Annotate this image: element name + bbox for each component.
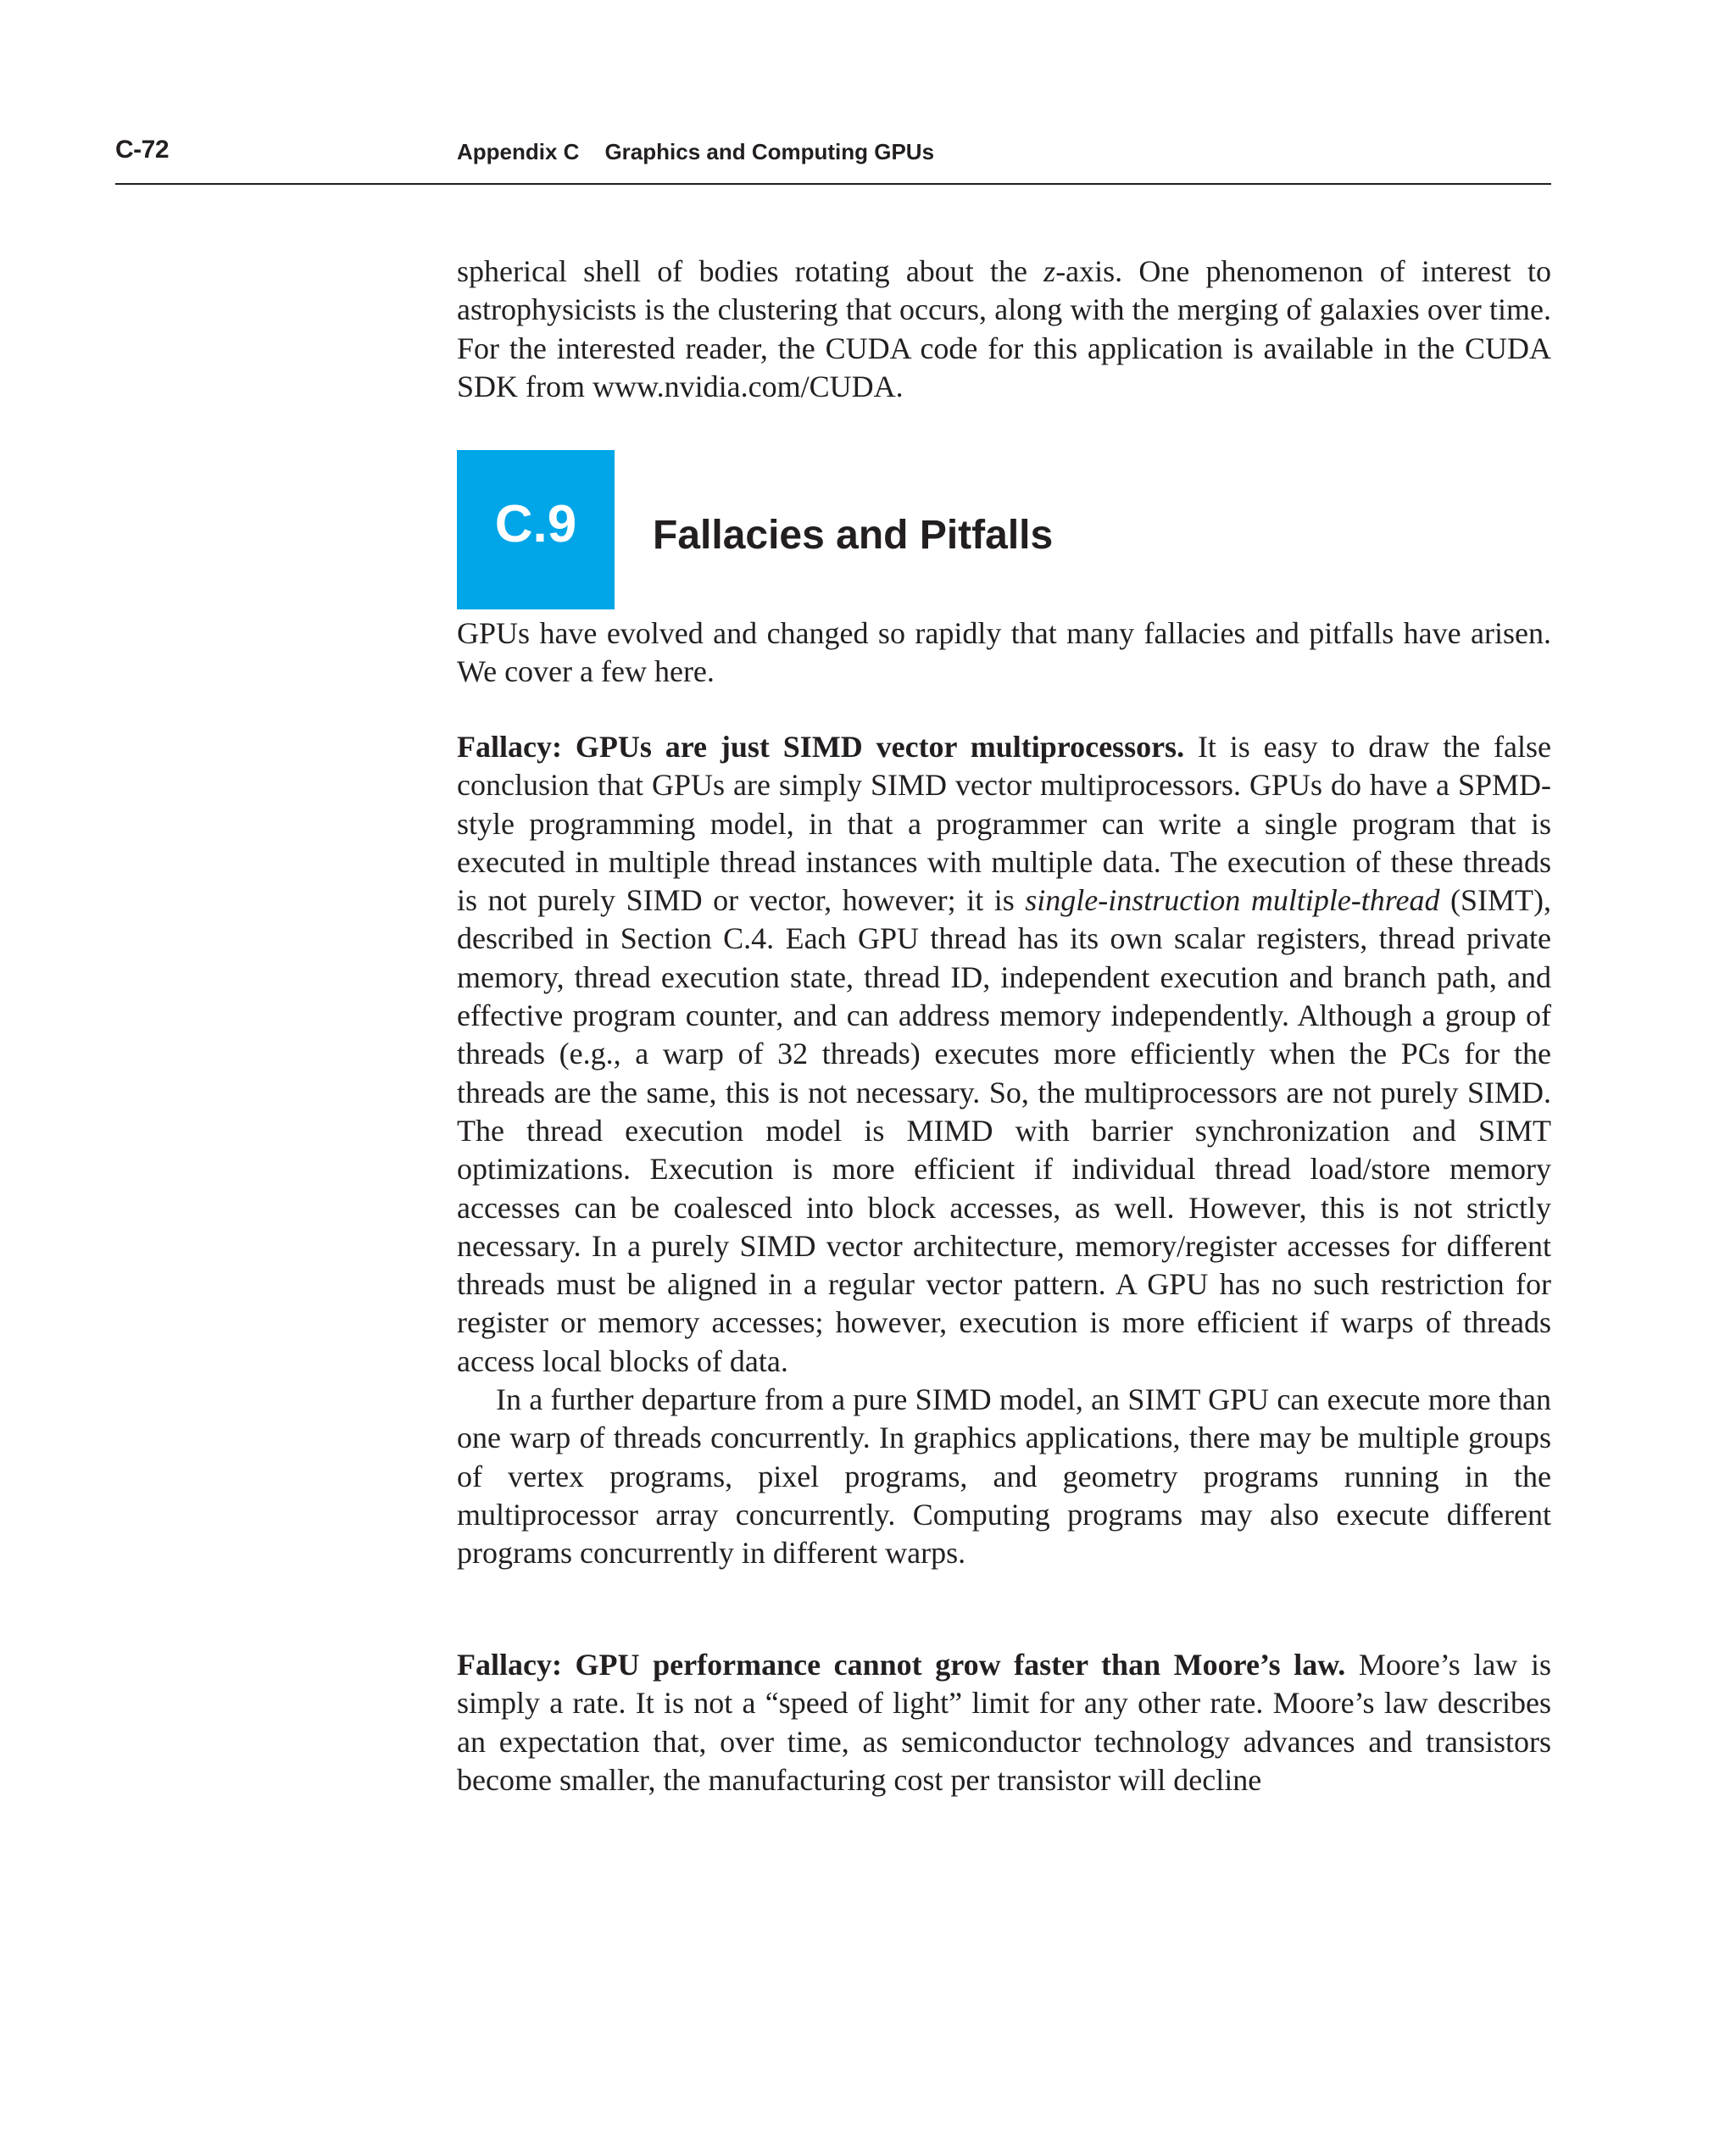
section-number-box <box>457 450 615 609</box>
section-intro-paragraph: GPUs have evolved and changed so rapidly that many fallacies and pitfalls have arisen. We cover a few here. <box>457 616 1551 689</box>
section-number: C.9 <box>494 495 577 553</box>
page-number: C-72 <box>115 136 170 164</box>
fallacy-2-lead: Fallacy: GPU performance cannot grow faster than Moore’s law. <box>457 1648 1346 1682</box>
section-title: Fallacies and Pitfalls <box>653 513 1054 558</box>
running-title <box>457 139 934 165</box>
fallacy-1-continuation: In a further departure from a pure SIMD model, an SIMT GPU can execute more than one warp of threads concurrently. In graphics applications, there may be multiple groups of vertex programs, pixel programs, and geometry programs running in the multiprocessor array concurrently. Computing programs may also execute different programs concurrently in different warps. <box>457 1382 1551 1571</box>
fallacy-1-block <box>457 728 1551 1573</box>
appendix-label: Appendix C <box>457 139 580 164</box>
fallacy-1-paragraph: Fallacy: GPUs are just SIMD vector multiprocessors. It is easy to draw the false conclusion that GPUs are simply SIMD vector multiprocessors. GPUs do have a SPMD-style programming model, in that a programmer can write a single program that is executed in multiple thread instances with multiple data. The execution of these threads is not purely SIMD or vector, however; it is single-instruction multiple-thread (SIMT), described in Section C.4. Each GPU thread has its own scalar registers, thread private memory, thread execution state, thread ID, independent execution and branch path, and effective program counter, and can address memory independently. Although a group of threads (e.g., a warp of 32 threads) executes more efficiently when the PCs for the threads are the same, this is not necessary. So, the multiprocessors are not purely SIMD. The thread execution model is MIMD with barrier synchronization and SIMT optimizations. Execution is more efficient if individual thread load/store memory accesses can be coalesced into block accesses, as well. However, this is not strictly necessary. In a purely SIMD vector architecture, memory/register accesses for different threads must be aligned in a regular vector pattern. A GPU has no such restriction for register or memory accesses; however, execution is more efficient if warps of threads access local blocks of data. <box>457 730 1552 1378</box>
fallacy-1-lead: Fallacy: GPUs are just SIMD vector multiprocessors. <box>457 730 1185 764</box>
chapter-title: Graphics and Computing GPUs <box>604 139 935 164</box>
running-head <box>115 127 1551 185</box>
intro-paragraph: spherical shell of bodies rotating about the z-axis. One phenomenon of interest to astrophysicists is the clustering that occurs, along with the merging of galaxies over time. For the interested reader, the CUDA code for this application is available in the CUDA SDK from www.nvidia.com/CUDA. <box>457 254 1551 403</box>
fallacy-2-paragraph: Fallacy: GPU performance cannot grow faster than Moore’s law. Moore’s law is simply a rate. It is not a “speed of light” limit for any other rate. Moore’s law describes an expectation that, over time, as semiconductor technology advances and transistors become smaller, the manufacturing cost per transistor will decline <box>457 1648 1551 1797</box>
